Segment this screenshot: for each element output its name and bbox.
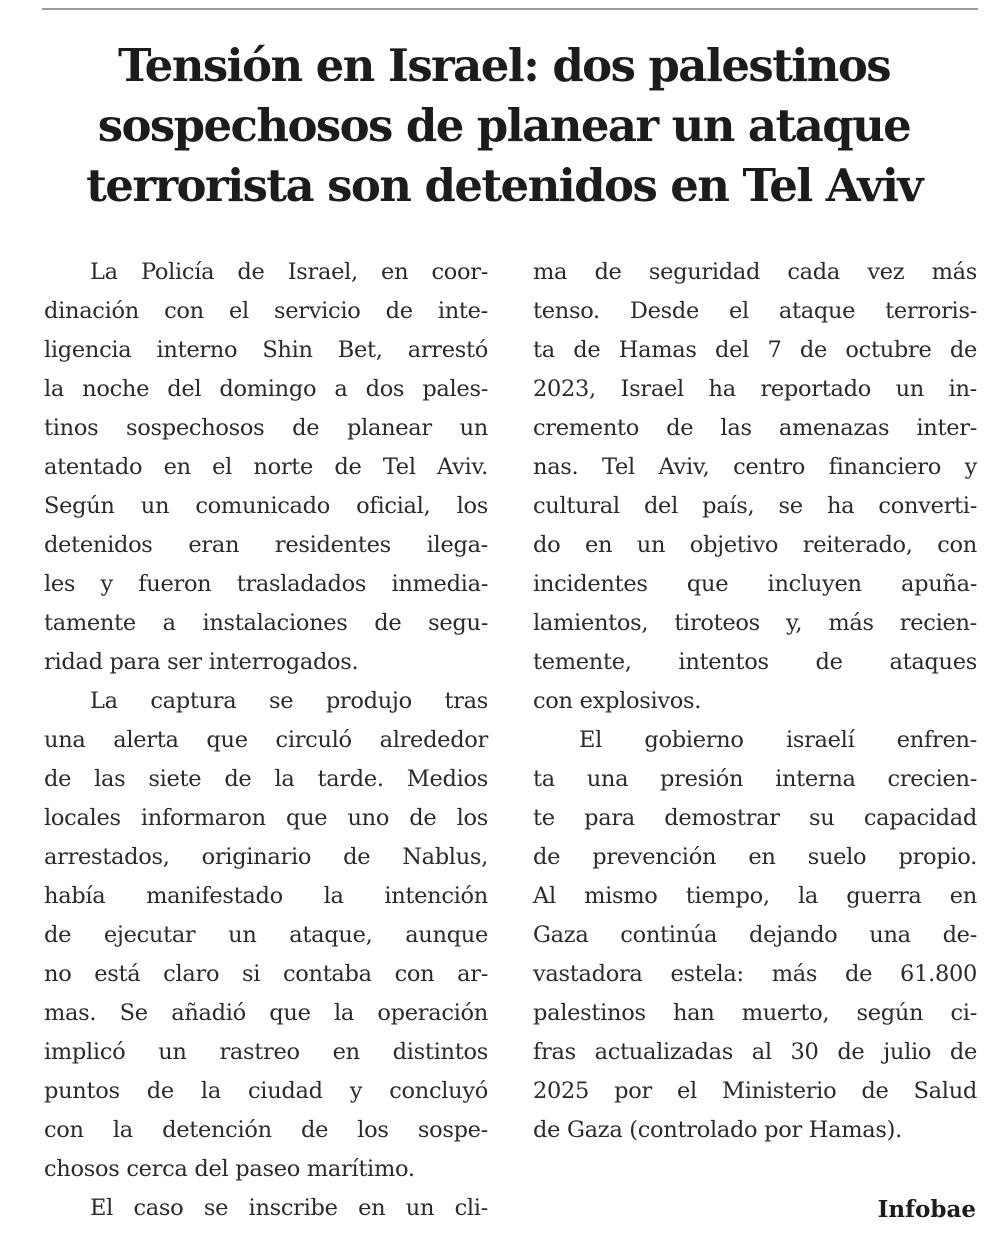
- text-line: Al mismo tiempo, la guerra en: [533, 883, 977, 909]
- text-line: temente, intentos de ataques: [533, 649, 977, 675]
- text-line: nas. Tel Aviv, centro financiero y: [533, 454, 977, 480]
- text-line: de prevención en suelo propio.: [533, 844, 977, 870]
- text-line: locales informaron que uno de los: [44, 805, 488, 831]
- text-line: ligencia interno Shin Bet, arrestó: [44, 337, 488, 363]
- text-line: La captura se produjo tras: [90, 688, 488, 714]
- text-line: chosos cerca del paseo marítimo.: [44, 1156, 415, 1182]
- text-line: do en un objetivo reiterado, con: [533, 532, 977, 558]
- text-line: vastadora estela: más de 61.800: [533, 961, 977, 987]
- text-line: la noche del domingo a dos pales-: [44, 376, 488, 402]
- text-line: Gaza continúa dejando una de-: [533, 922, 977, 948]
- text-line: El gobierno israelí enfren-: [579, 727, 977, 753]
- text-line: lamientos, tiroteos y, más recien-: [533, 610, 977, 636]
- text-line: cultural del país, se ha converti-: [533, 493, 977, 519]
- top-rule: [42, 8, 978, 10]
- text-line: 2025 por el Ministerio de Salud: [533, 1078, 977, 1104]
- text-line: tamente a instalaciones de segu-: [44, 610, 488, 636]
- article-column-left: [44, 253, 488, 1228]
- text-line: de ejecutar un ataque, aunque: [44, 922, 488, 948]
- text-line: te para demostrar su capacidad: [533, 805, 977, 831]
- text-line: palestinos han muerto, según ci-: [533, 1000, 977, 1026]
- text-line: ta de Hamas del 7 de octubre de: [533, 337, 977, 363]
- headline-line: terrorista son detenidos en Tel Aviv: [86, 159, 922, 212]
- text-line: La Policía de Israel, en coor-: [90, 259, 488, 285]
- headline-line: sospechosos de planear un ataque: [97, 99, 911, 152]
- text-line: de Gaza (controlado por Hamas).: [533, 1117, 902, 1143]
- headline: [30, 36, 978, 216]
- text-line: con la detención de los sospe-: [44, 1117, 488, 1143]
- text-line: Según un comunicado oficial, los: [44, 493, 488, 519]
- text-line: ma de seguridad cada vez más: [533, 259, 977, 285]
- text-line: de las siete de la tarde. Medios: [44, 766, 488, 792]
- text-line: tinos sospechosos de planear un: [44, 415, 488, 441]
- text-line: detenidos eran residentes ilega-: [44, 532, 488, 558]
- text-line: tenso. Desde el ataque terroris-: [533, 298, 977, 324]
- text-line: una alerta que circuló alrededor: [44, 727, 488, 753]
- text-line: no está claro si contaba con ar-: [44, 961, 488, 987]
- text-line: cremento de las amenazas inter-: [533, 415, 977, 441]
- text-line: implicó un rastreo en distintos: [44, 1039, 488, 1065]
- text-line: fras actualizadas al 30 de julio de: [533, 1039, 977, 1065]
- source-signature: Infobae: [877, 1196, 976, 1223]
- article-column-right: [533, 253, 977, 1150]
- headline-line: Tensión en Israel: dos palestinos: [117, 39, 891, 92]
- text-line: ta una presión interna crecien-: [533, 766, 977, 792]
- text-line: había manifestado la intención: [44, 883, 488, 909]
- text-line: les y fueron trasladados inmedia-: [44, 571, 488, 597]
- text-line: atentado en el norte de Tel Aviv.: [44, 454, 488, 480]
- text-line: El caso se inscribe en un cli-: [90, 1195, 488, 1221]
- text-line: arrestados, originario de Nablus,: [44, 844, 488, 870]
- text-line: 2023, Israel ha reportado un in-: [533, 376, 977, 402]
- text-line: puntos de la ciudad y concluyó: [44, 1078, 488, 1104]
- text-line: incidentes que incluyen apuña-: [533, 571, 977, 597]
- text-line: con explosivos.: [533, 688, 702, 714]
- text-line: dinación con el servicio de inte-: [44, 298, 488, 324]
- text-line: ridad para ser interrogados.: [44, 649, 359, 675]
- text-line: mas. Se añadió que la operación: [44, 1000, 488, 1026]
